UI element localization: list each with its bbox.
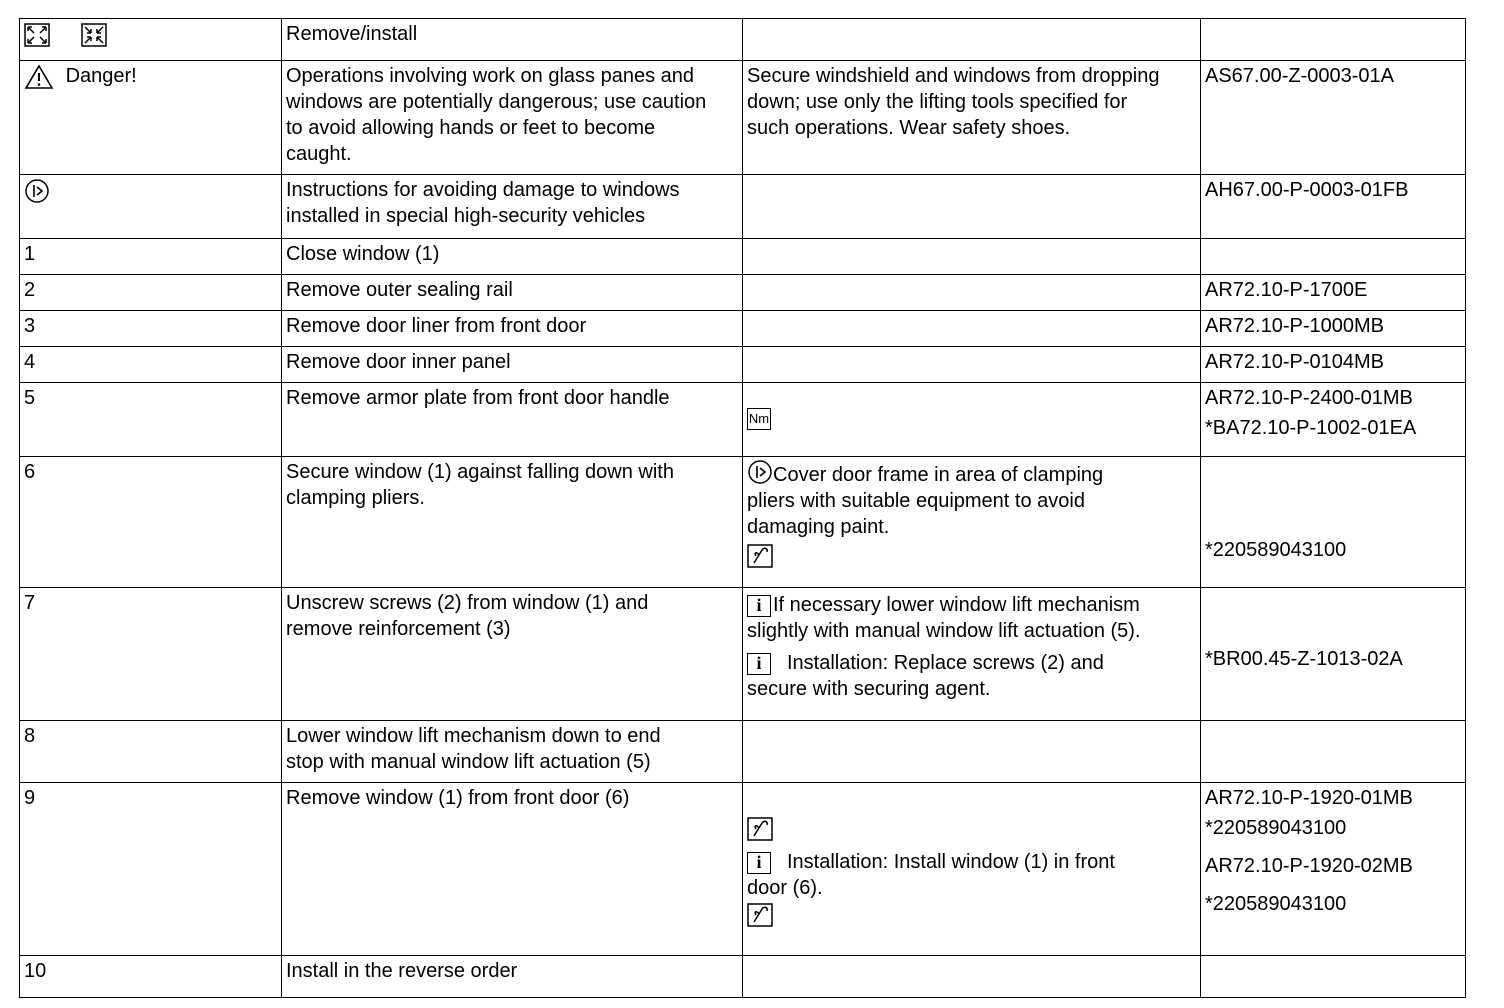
danger-text: Operations involving work on glass panes and windows are potentially dangerous; use caution to avoid allowing hands or feet to become caught.	[282, 61, 743, 175]
step-ref: AR72.10-P-1700E	[1201, 275, 1466, 311]
table-row	[20, 239, 1466, 275]
info-icon: i	[747, 595, 771, 617]
step-note: i Installation: Install window (1) in front door (6).	[743, 783, 1201, 956]
step-text: Install in the reverse order	[282, 956, 743, 998]
danger-note: Secure windshield and windows from dropping down; use only the lifting tools specified for such operations. Wear safety shoes.	[743, 61, 1201, 175]
step-number: 1	[20, 239, 282, 275]
table-row	[20, 956, 1466, 998]
header-title: Remove/install	[282, 19, 743, 61]
table-row	[20, 347, 1466, 383]
torque-nm-icon: Nm	[747, 408, 771, 430]
remove-icon	[24, 23, 50, 47]
step-text: Remove door liner from front door	[282, 311, 743, 347]
step-note: Cover door frame in area of clamping pliers with suitable equipment to avoid damaging paint.	[743, 457, 1201, 588]
step-ref: *BR00.45-Z-1013-02A	[1201, 588, 1466, 721]
step-ref: AR72.10-P-1000MB	[1201, 311, 1466, 347]
step-text: Remove door inner panel	[282, 347, 743, 383]
step-ref: *220589043100	[1201, 457, 1466, 588]
step-number: 3	[20, 311, 282, 347]
step-number: 8	[20, 721, 282, 783]
danger-row	[20, 61, 1466, 175]
step-text: Lower window lift mechanism down to end stop with manual window lift actuation (5)	[282, 721, 743, 783]
step-ref: AR72.10-P-1920-01MB *220589043100 AR72.10-P-1920-02MB *220589043100	[1201, 783, 1466, 956]
step-number: 9	[20, 783, 282, 956]
notice-text: Instructions for avoiding damage to windows installed in special high-security vehicles	[282, 175, 743, 239]
step-number: 4	[20, 347, 282, 383]
danger-ref: AS67.00-Z-0003-01A	[1201, 61, 1466, 175]
info-icon: i	[747, 852, 771, 874]
danger-label: Danger!	[65, 65, 137, 87]
step-number: 10	[20, 956, 282, 998]
step-text: Secure window (1) against falling down with clamping pliers.	[282, 457, 743, 588]
step-note: i If necessary lower window lift mechanism slightly with manual window lift actuation (5). i Installation: Replace screws (2) and secure with securing agent.	[743, 588, 1201, 721]
notice-hand-icon	[24, 178, 50, 204]
notice-ref: AH67.00-P-0003-01FB	[1201, 175, 1466, 239]
table-row	[20, 383, 1466, 457]
step-number: 2	[20, 275, 282, 311]
special-tool-icon	[747, 903, 773, 927]
procedure-table	[19, 18, 1466, 998]
header-icons-cell	[20, 19, 282, 61]
step-text: Unscrew screws (2) from window (1) and remove reinforcement (3)	[282, 588, 743, 721]
notice-row	[20, 175, 1466, 239]
step-text: Close window (1)	[282, 239, 743, 275]
table-row	[20, 457, 1466, 588]
step-text: Remove window (1) from front door (6)	[282, 783, 743, 956]
warning-triangle-icon	[24, 64, 54, 90]
danger-label-cell	[20, 61, 282, 175]
step-ref: AR72.10-P-2400-01MB *BA72.10-P-1002-01EA	[1201, 383, 1466, 457]
step-text: Remove outer sealing rail	[282, 275, 743, 311]
table-row	[20, 588, 1466, 721]
notice-hand-icon	[747, 459, 773, 485]
info-icon: i	[747, 653, 771, 675]
step-number: 7	[20, 588, 282, 721]
step-ref: AR72.10-P-0104MB	[1201, 347, 1466, 383]
step-number: 5	[20, 383, 282, 457]
install-icon	[81, 23, 107, 47]
table-row	[20, 721, 1466, 783]
special-tool-icon	[747, 817, 773, 841]
table-row	[20, 311, 1466, 347]
special-tool-icon	[747, 544, 773, 568]
table-row	[20, 783, 1466, 956]
table-row	[20, 275, 1466, 311]
header-row	[20, 19, 1466, 61]
step-number: 6	[20, 457, 282, 588]
step-text: Remove armor plate from front door handle	[282, 383, 743, 457]
